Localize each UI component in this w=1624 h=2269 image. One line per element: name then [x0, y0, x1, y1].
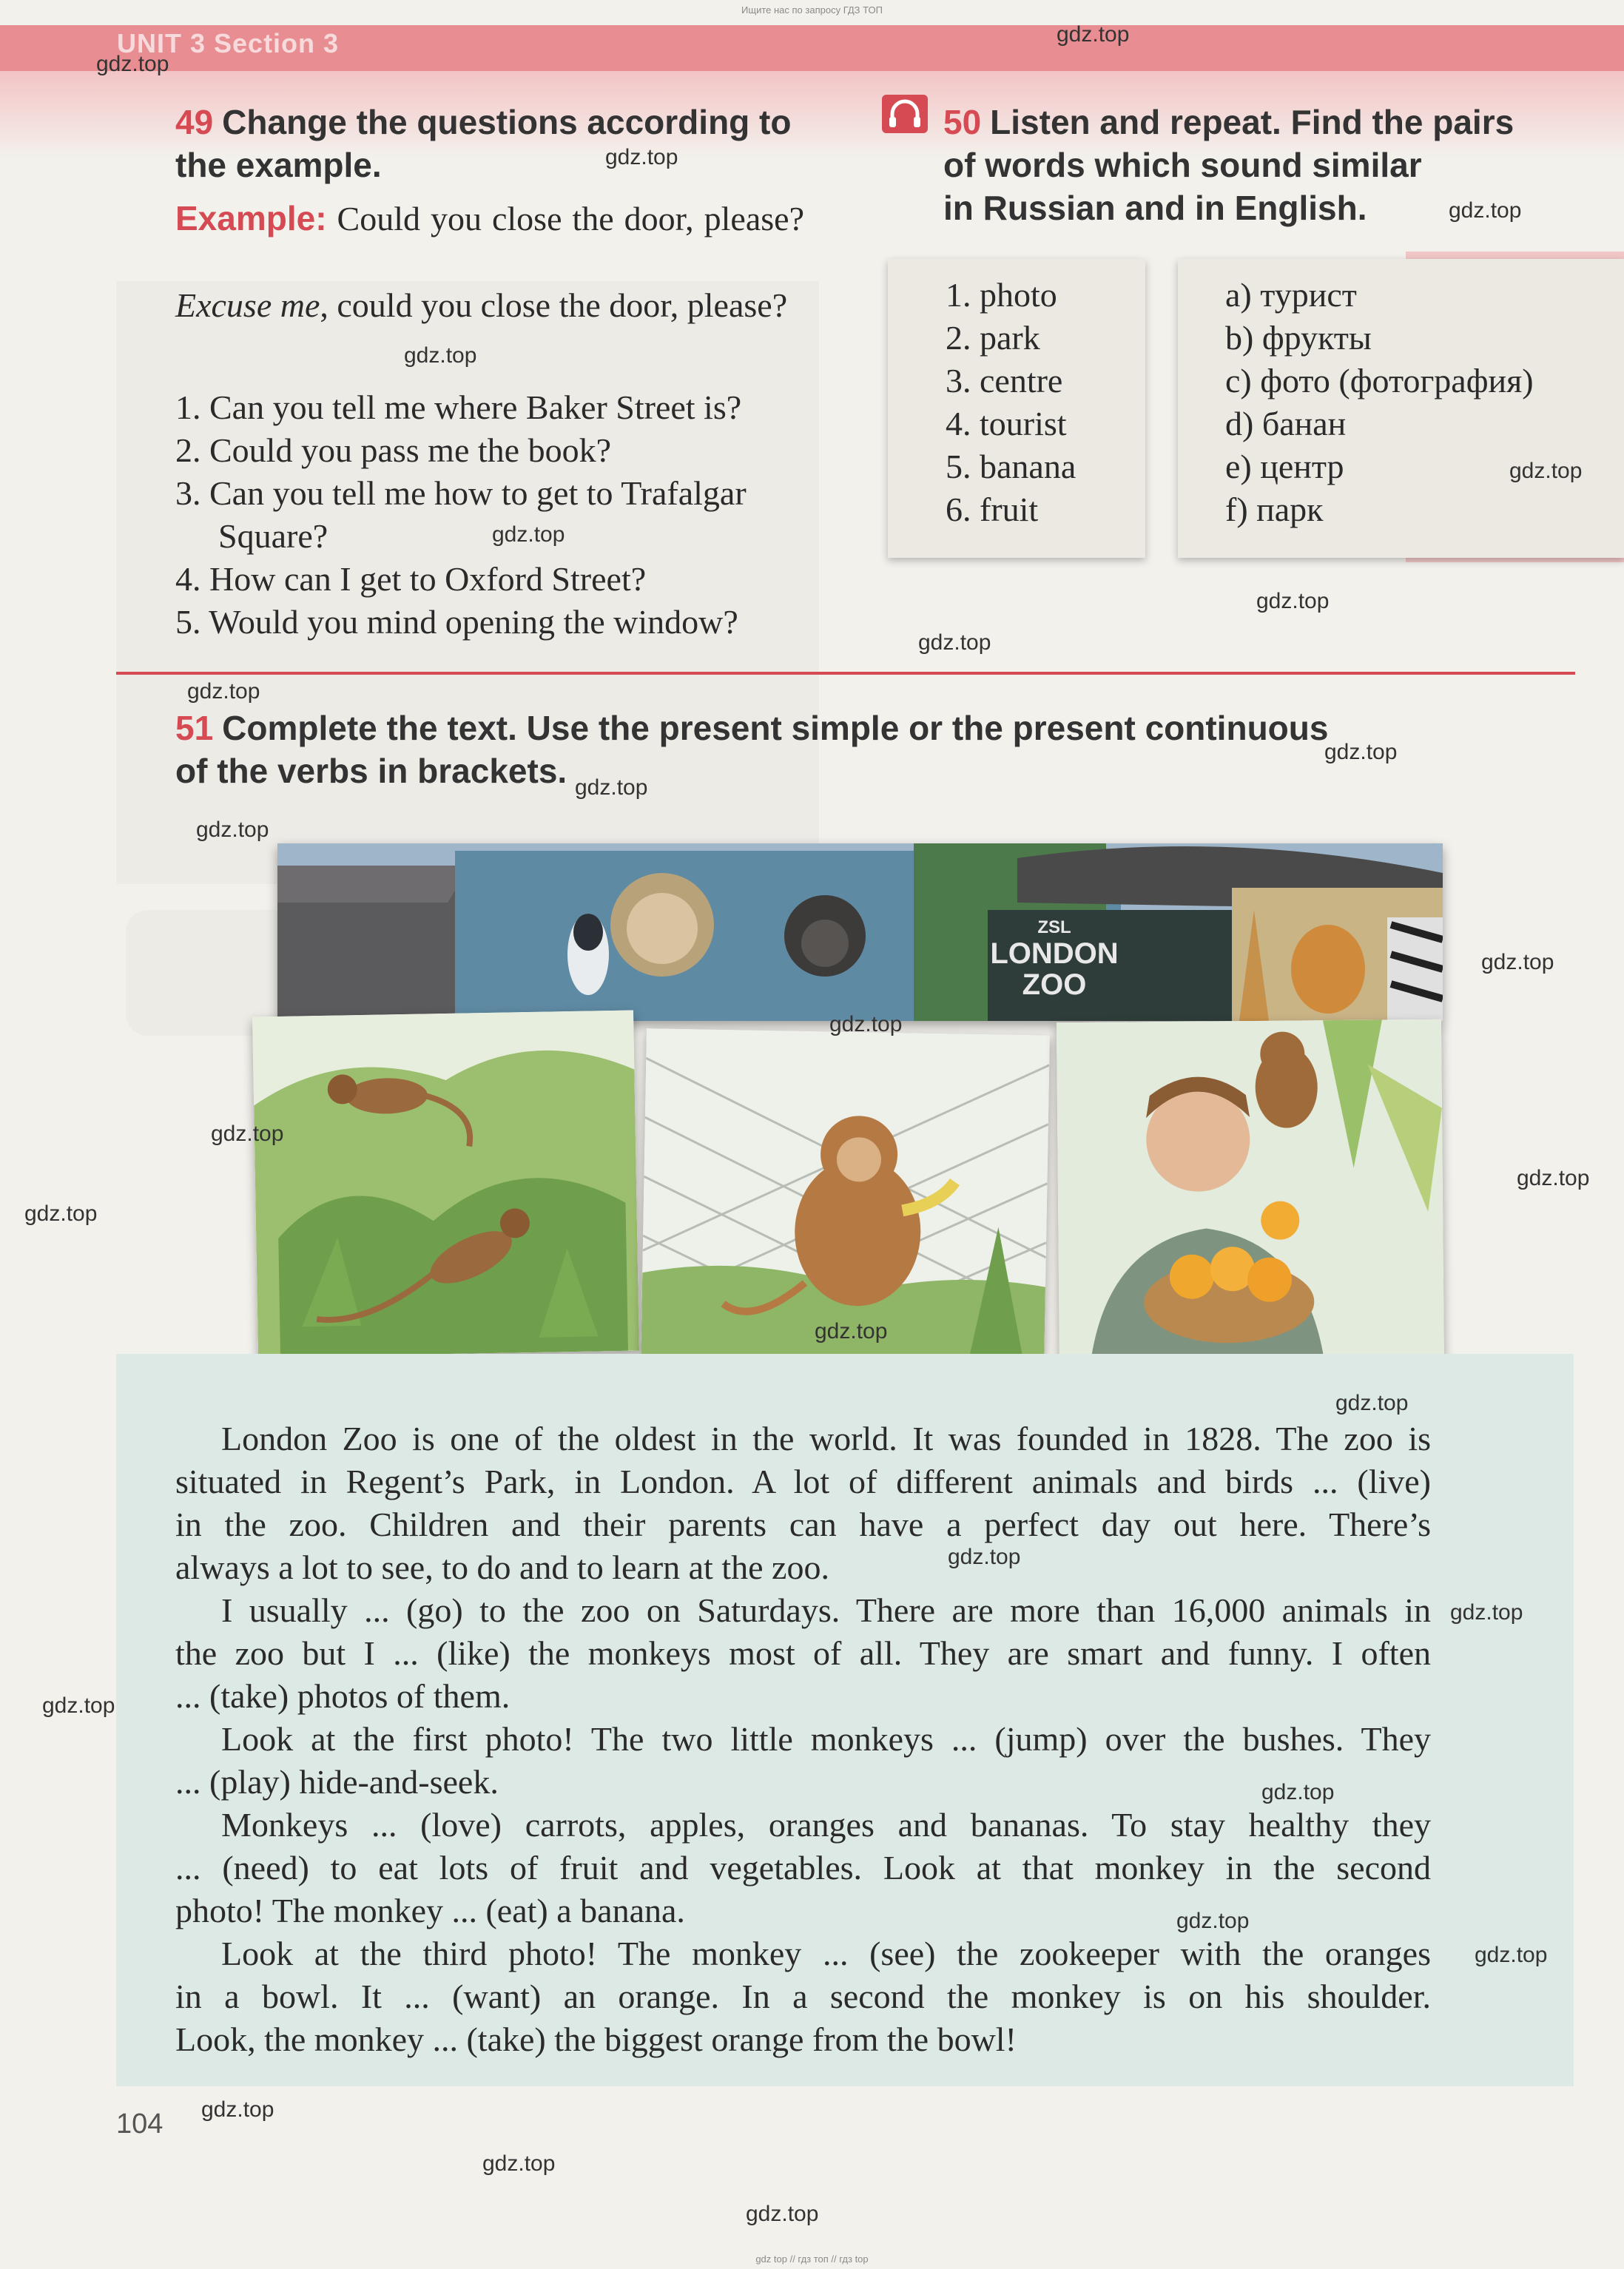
list-item: 2. park [946, 319, 1040, 357]
watermark: gdz.top [1261, 1780, 1335, 1804]
ex50-instruction-line3: in Russian and in English. [943, 189, 1367, 227]
top-note: Ищите нас по запросу ГДЗ ТОП [741, 4, 883, 16]
story-line: photo! The monkey ... (eat) a banana. [175, 1892, 685, 1929]
watermark: gdz.top [492, 522, 565, 547]
list-item: 4. How can I get to Oxford Street? [175, 560, 647, 598]
watermark: gdz.top [196, 817, 269, 842]
english-words-list [946, 274, 1138, 531]
list-item: f) парк [1225, 490, 1324, 528]
monkeys-jumping-photo [252, 1011, 639, 1358]
ex49-instruction: Change the questions according to the example. [175, 103, 792, 184]
story-line: situated in Regent’s Park, in London. A lot of different animals and birds ... (live) [175, 1463, 1431, 1500]
zookeeper-oranges-photo [1057, 1019, 1444, 1375]
story-line: I usually ... (go) to the zoo on Saturdays. There are more than 16,000 animals in [221, 1591, 1431, 1629]
story-text [175, 1417, 1431, 2061]
story-line: ... (play) hide-and-seek. [175, 1763, 499, 1801]
watermark: gdz.top [829, 1012, 903, 1036]
list-item: 4. tourist [946, 405, 1067, 442]
list-item: b) фрукты [1225, 319, 1372, 357]
list-item: e) центр [1225, 448, 1344, 485]
ex49-example-line1 [175, 197, 804, 240]
watermark: gdz.top [575, 775, 648, 800]
ex50-number: 50 [943, 103, 982, 141]
unit-title: UNIT 3 Section 3 [117, 28, 340, 58]
list-item: a) турист [1225, 276, 1357, 314]
list-item: c) фото (фотография) [1225, 362, 1534, 399]
story-line: Monkeys ... (love) carrots, apples, oranges and bananas. To stay healthy they [221, 1806, 1431, 1844]
watermark: gdz.top [1256, 589, 1330, 613]
story-line: ... (need) to eat lots of fruit and vegetables. Look at that monkey in the second [175, 1849, 1431, 1887]
ex51-instruction-line1: Complete the text. Use the present simple or the present continuous [222, 709, 1329, 747]
ex51-instruction-line2: of the verbs in brackets. [175, 752, 567, 790]
story-line: in a bowl. It ... (want) an orange. In a second the monkey is on his shoulder. [175, 1978, 1431, 2015]
watermark: gdz.top [1450, 1600, 1523, 1625]
zoo-sign [973, 917, 1136, 1000]
list-item: 3. centre [946, 362, 1063, 399]
story-line: London Zoo is one of the oldest in the world. It was founded in 1828. The zoo is [221, 1420, 1431, 1457]
watermark: gdz.top [1176, 1909, 1250, 1933]
list-item: 1. photo [946, 276, 1057, 314]
zoo-sign-line2: LONDON [990, 937, 1119, 970]
watermark: gdz.top [815, 1319, 888, 1343]
watermark: gdz.top [42, 1693, 115, 1718]
watermark: gdz.top [1475, 1943, 1548, 1967]
watermark: gdz.top [404, 343, 477, 368]
story-line: Look at the third photo! The monkey ... (see) the zookeeper with the oranges [221, 1935, 1431, 1972]
zoo-sign-line3: ZOO [1022, 968, 1087, 1001]
watermark: gdz.top [1335, 1391, 1409, 1415]
ex49-example-answer [175, 284, 804, 327]
watermark: gdz.top [948, 1545, 1021, 1569]
list-item: d) банан [1225, 405, 1347, 442]
watermark: gdz.top [918, 630, 991, 655]
watermark: gdz.top [211, 1122, 284, 1146]
watermark: gdz.top [1481, 950, 1554, 974]
watermark: gdz.top [1517, 1166, 1590, 1190]
watermark: gdz.top [1057, 22, 1130, 47]
zoo-entrance-photo [277, 843, 1443, 1021]
story-line: Look, the monkey ... (take) the biggest orange from the bowl! [175, 2020, 1017, 2058]
example-answer-emphasis: Excuse me [175, 286, 320, 324]
watermark: gdz.top [201, 2097, 274, 2122]
watermark: gdz.top [1509, 459, 1583, 483]
ex49-heading [175, 101, 804, 186]
list-item: 5. banana [946, 448, 1077, 485]
example-question: Could you close the door, please? [337, 200, 804, 237]
list-item: 3. Can you tell me how to get to Trafalgar [175, 474, 747, 512]
watermark: gdz.top [187, 679, 260, 704]
watermark: gdz.top [24, 1201, 98, 1226]
bottom-note: gdz top // гдз топ // гдз top [755, 2253, 869, 2265]
page-number: 104 [116, 2108, 164, 2140]
example-answer-rest: , could you close the door, please? [320, 286, 788, 324]
story-line: Look at the first photo! The two little monkeys ... (jump) over the bushes. They [221, 1720, 1431, 1758]
section-divider [116, 672, 1575, 675]
ex49-number: 49 [175, 103, 214, 141]
headphones-icon [882, 95, 928, 133]
zoo-sign-line1: ZSL [1037, 917, 1071, 937]
list-item: Square? [218, 517, 328, 555]
list-item: 1. Can you tell me where Baker Street is? [175, 388, 742, 426]
example-label: Example: [175, 199, 327, 237]
story-line: ... (take) photos of them. [175, 1677, 511, 1715]
watermark: gdz.top [1449, 198, 1522, 223]
list-item: 6. fruit [946, 490, 1039, 528]
watermark: gdz.top [1324, 740, 1398, 764]
watermark: gdz.top [96, 52, 169, 76]
ex50-instruction-line1: Listen and repeat. Find the pairs [990, 103, 1515, 141]
story-line: the zoo but I ... (like) the monkeys most of all. They are smart and funny. I often [175, 1634, 1431, 1672]
ex51-number: 51 [175, 709, 214, 747]
story-line: in the zoo. Children and their parents can have a perfect day out here. There’s [175, 1506, 1431, 1543]
list-item: 5. Would you mind opening the window? [175, 603, 738, 641]
list-item: 2. Could you pass me the book? [175, 431, 611, 469]
russian-words-list [1225, 274, 1617, 531]
story-line: always a lot to see, to do and to learn at the zoo. [175, 1548, 829, 1586]
ex49-item-list [175, 386, 826, 644]
watermark: gdz.top [605, 145, 678, 169]
watermark: gdz.top [746, 2202, 819, 2226]
ex50-instruction-line2: of words which sound similar [943, 146, 1422, 184]
watermark: gdz.top [482, 2151, 556, 2176]
